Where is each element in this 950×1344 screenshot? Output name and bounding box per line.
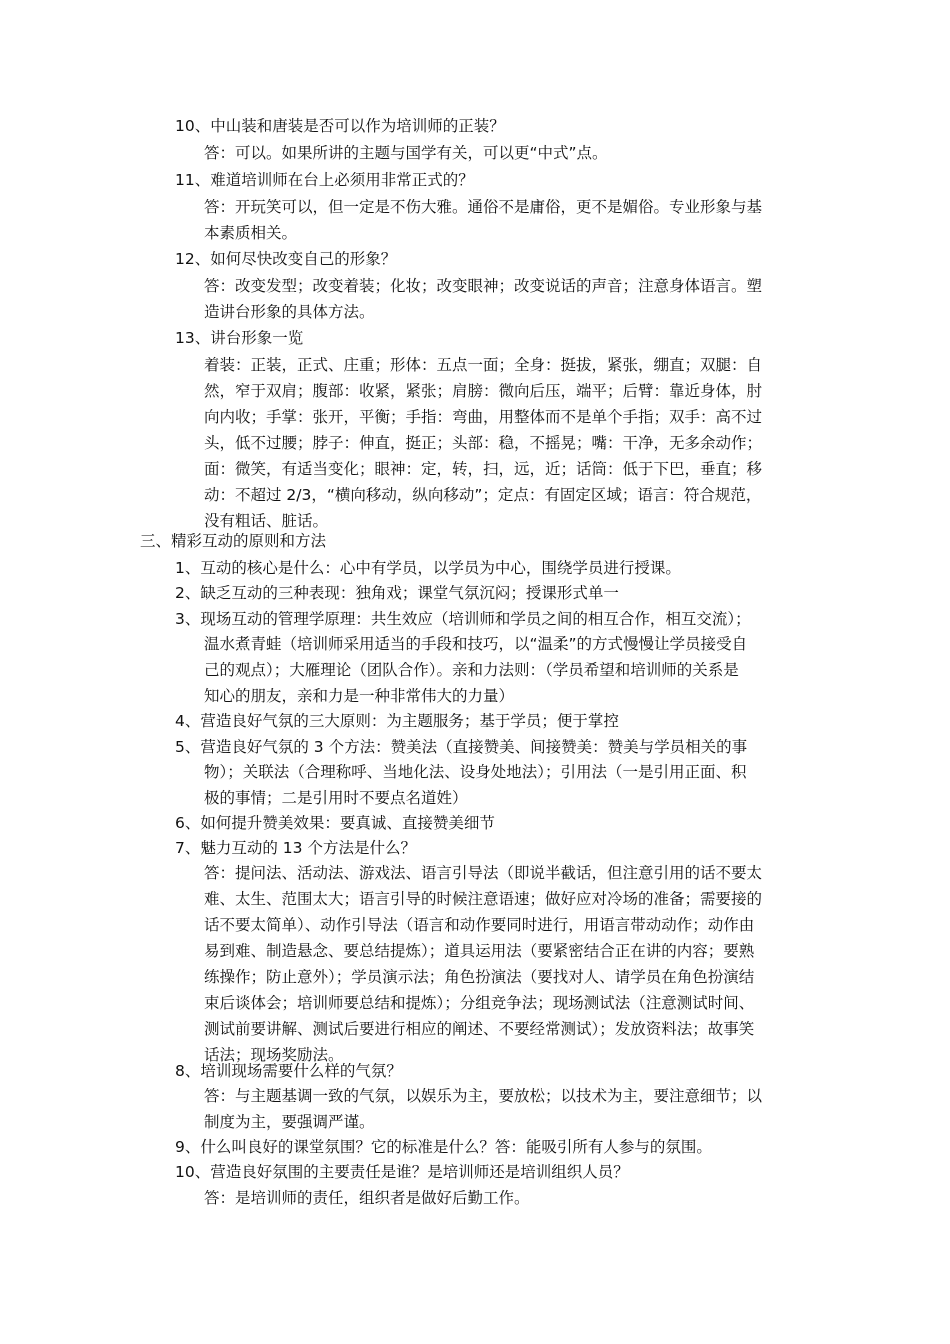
text-line: 10、营造良好氛围的主要责任是谁？是培训师还是培训组织人员？: [175, 1163, 629, 1181]
text-line: 头，低不过腰；脖子：伸直，挺正；头部：稳，不摇晃；嘴：干净，无多余动作；: [204, 434, 763, 452]
text-line: 本素质相关。: [204, 224, 298, 242]
text-line: 知心的朋友，亲和力是一种非常伟大的力量）: [204, 687, 515, 705]
text-line: 三、精彩互动的原则和方法: [140, 532, 327, 550]
text-line: 易到难、制造悬念、要总结提炼）；道具运用法（要紧密结合正在讲的内容；要熟: [204, 942, 755, 960]
text-line: 答：可以。如果所讲的主题与国学有关，可以更“中式”点。: [204, 144, 608, 162]
text-line: 5、营造良好气氛的 3 个方法：赞美法（直接赞美、间接赞美：赞美与学员相关的事: [175, 738, 748, 756]
section-heading: [140, 528, 820, 554]
text-line: 1、互动的核心是什么：心中有学员，以学员为中心，围绕学员进行授课。: [175, 559, 681, 577]
text-line: 极的事情；二是引用时不要点名道姓）: [204, 789, 468, 807]
text-line: 练操作；防止意外）；学员演示法；角色扮演法（要找对人、请学员在角色扮演结: [204, 968, 755, 986]
text-line: 答：与主题基调一致的气氛，以娱乐为主，要放松；以技术为主，要注意细节；以: [204, 1087, 763, 1105]
question-item: [175, 246, 825, 272]
text-line: 束后谈体会；培训师要总结和提炼）；分组竞争法；现场测试法（注意测试时间、: [204, 994, 755, 1012]
text-line: 制度为主，要强调严谨。: [204, 1113, 375, 1131]
text-line: 4、营造良好气氛的三大原则：为主题服务；基于学员；便于掌控: [175, 712, 619, 730]
text-line: 然，窄于双肩；腹部：收紧，紧张；肩膀：微向后压，端平；后臂：靠近身体，肘: [204, 382, 763, 400]
text-line: 11、难道培训师在台上必须用非常正式的？: [175, 171, 474, 189]
text-line: 话法；现场奖励法。: [204, 1046, 344, 1064]
question-item: [175, 835, 825, 861]
text-line: 8、培训现场需要什么样的气氛？: [175, 1062, 402, 1080]
text-line: 话不要太简单）、动作引导法（语言和动作要同时进行，用语言带动动作；动作由: [204, 916, 755, 934]
text-line: 10、中山装和唐装是否可以作为培训师的正装？: [175, 117, 505, 135]
question-item: [175, 580, 825, 606]
answer-text: [204, 352, 829, 534]
text-line: 答：改变发型；改变着装；化妆；改变眼神；改变说话的声音；注意身体语言。塑: [204, 277, 763, 295]
text-line: 7、魅力互动的 13 个方法是什么？: [175, 839, 416, 857]
text-line: 13、讲台形象一览: [175, 329, 304, 347]
text-line: 物）；关联法（合理称呼、当地化法、设身处地法）；引用法（一是引用正面、积: [204, 763, 747, 781]
question-item: [175, 555, 825, 581]
text-line: 3、现场互动的管理学原理：共生效应（培训师和学员之间的相互合作，相互交流）；: [175, 610, 751, 628]
answer-text: [204, 194, 829, 246]
answer-text: [204, 759, 829, 811]
answer-text: [204, 1083, 829, 1135]
answer-text: [204, 631, 829, 709]
answer-text: [204, 1185, 829, 1211]
text-line: 面：微笑，有适当变化；眼神：定，转，扫，远，近；话筒：低于下巴，垂直；移: [204, 460, 763, 478]
text-line: 答：是培训师的责任，组织者是做好后勤工作。: [204, 1189, 530, 1207]
question-item: [175, 325, 825, 351]
text-line: 难、太生、范围太大；语言引导的时候注意语速；做好应对冷场的准备；需要接的: [204, 890, 763, 908]
text-line: 6、如何提升赞美效果：要真诚、直接赞美细节: [175, 814, 495, 832]
text-line: 答：提问法、活动法、游戏法、语言引导法（即说半截话，但注意引用的话不要太: [204, 864, 763, 882]
question-item: [175, 167, 825, 193]
text-line: 造讲台形象的具体方法。: [204, 303, 375, 321]
answer-text: [204, 273, 829, 325]
text-line: 动：不超过 2/3，“横向移动，纵向移动”；定点：有固定区域；语言：符合规范，: [204, 486, 762, 504]
question-item: [175, 708, 825, 734]
answer-text: [204, 140, 829, 166]
text-line: 9、什么叫良好的课堂氛围？它的标准是什么？答：能吸引所有人参与的氛围。: [175, 1138, 712, 1156]
question-item: [175, 810, 825, 836]
question-item: [175, 734, 825, 760]
text-line: 2、缺乏互动的三种表现：独角戏；课堂气氛沉闷；授课形式单一: [175, 584, 619, 602]
text-line: 己的观点）；大雁理论（团队合作）。亲和力法则：（学员希望和培训师的关系是: [204, 661, 739, 679]
text-line: 答：开玩笑可以，但一定是不伤大雅。通俗不是庸俗，更不是媚俗。专业形象与基: [204, 198, 763, 216]
text-line: 12、如何尽快改变自己的形象？: [175, 250, 397, 268]
text-line: 着装：正装，正式、庄重；形体：五点一面；全身：挺拔，紧张，绷直；双腿：自: [204, 356, 763, 374]
question-item: [175, 606, 825, 632]
text-line: 向内收；手掌：张开，平衡；手指：弯曲，用整体而不是单个手指；双手：高不过: [204, 408, 763, 426]
text-line: 温水煮青蛙（培训师采用适当的手段和技巧，以“温柔”的方式慢慢让学员接受自: [204, 635, 748, 653]
answer-text: [204, 860, 829, 1068]
question-item: [175, 1159, 825, 1185]
text-line: 测试前要讲解、测试后要进行相应的阐述、不要经常测试）；发放资料法；故事笑: [204, 1020, 755, 1038]
question-item: [175, 1058, 825, 1084]
text-line: 没有粗话、脏话。: [204, 512, 329, 530]
question-item: [175, 113, 825, 139]
question-item: [175, 1134, 825, 1160]
